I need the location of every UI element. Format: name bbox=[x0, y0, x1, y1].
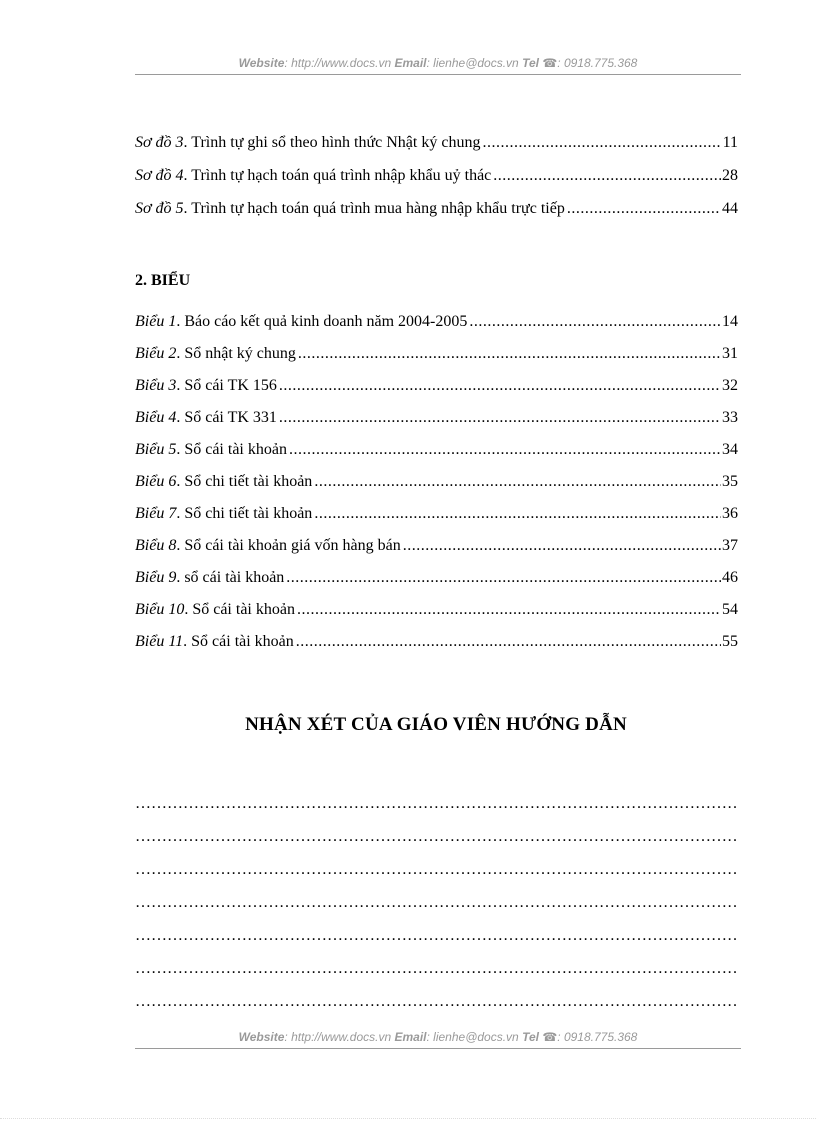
toc-page: 37 bbox=[722, 537, 738, 554]
toc-text: . Sổ chi tiết tài khoản bbox=[176, 505, 313, 522]
toc-page: 33 bbox=[722, 409, 738, 426]
website-value: : http://www.docs.vn bbox=[284, 1030, 392, 1044]
dot-leader bbox=[469, 313, 721, 331]
toc-page: 32 bbox=[722, 377, 738, 394]
email-value: : lienhe@docs.vn bbox=[426, 56, 519, 70]
toc-label: Biểu 3 bbox=[135, 377, 177, 394]
toc-page: 36 bbox=[722, 505, 738, 522]
toc-page: 35 bbox=[722, 473, 738, 490]
writing-line bbox=[135, 960, 738, 980]
toc-label: Biểu 5 bbox=[135, 441, 177, 458]
phone-icon: ☎ bbox=[542, 1030, 558, 1044]
toc-entry bbox=[135, 505, 738, 527]
toc-text: . Sổ cái tài khoản giá vốn hàng bán bbox=[176, 537, 401, 554]
toc-page: 55 bbox=[722, 633, 738, 650]
dot-leader bbox=[296, 633, 721, 651]
website-label: Website bbox=[238, 56, 285, 70]
phone-icon: ☎ bbox=[542, 56, 558, 70]
tel-value: : 0918.775.368 bbox=[557, 1030, 638, 1044]
dot-leader bbox=[298, 345, 721, 363]
toc-label: Biểu 8 bbox=[135, 537, 177, 554]
page-footer bbox=[135, 1030, 741, 1049]
tel-value: : 0918.775.368 bbox=[557, 56, 638, 70]
dot-leader bbox=[314, 505, 721, 523]
dot-leader bbox=[482, 134, 721, 152]
toc-entry bbox=[135, 313, 738, 335]
toc-entry bbox=[135, 569, 738, 591]
toc-label: Biểu 6 bbox=[135, 473, 177, 490]
website-value: : http://www.docs.vn bbox=[284, 56, 392, 70]
tel-label: Tel bbox=[522, 1030, 539, 1044]
toc-text: . Trình tự ghi sổ theo hình thức Nhật ký chung bbox=[183, 134, 481, 151]
toc-text: . Trình tự hạch toán quá trình nhập khẩu uỷ thác bbox=[183, 167, 492, 184]
toc-page: 14 bbox=[722, 313, 738, 330]
dot-leader bbox=[279, 377, 721, 395]
toc-entry bbox=[135, 601, 738, 623]
toc-label: Biểu 2 bbox=[135, 345, 177, 362]
dot-leader bbox=[289, 441, 721, 459]
toc-page: 34 bbox=[722, 441, 738, 458]
toc-page: 11 bbox=[722, 134, 738, 151]
toc-entry bbox=[135, 345, 738, 367]
tel-label: Tel bbox=[522, 56, 539, 70]
toc-entry bbox=[135, 167, 738, 189]
email-label: Email bbox=[394, 1030, 427, 1044]
toc-text: . sổ cái tài khoản bbox=[176, 569, 285, 586]
toc-text: . Sổ cái tài khoản bbox=[184, 601, 295, 618]
dot-leader bbox=[279, 409, 721, 427]
toc-text: . Sổ cái tài khoản bbox=[183, 633, 294, 650]
toc-text: . Sổ cái tài khoản bbox=[176, 441, 287, 458]
toc-entry bbox=[135, 441, 738, 463]
writing-line bbox=[135, 927, 738, 947]
email-label: Email bbox=[394, 56, 427, 70]
toc-label: Sơ đồ 5 bbox=[135, 200, 184, 217]
toc-page: 31 bbox=[722, 345, 738, 362]
toc-text: . Sổ chi tiết tài khoản bbox=[176, 473, 313, 490]
toc-text: . Trình tự hạch toán quá trình mua hàng nhập khẩu trực tiếp bbox=[183, 200, 565, 217]
toc-label: Sơ đồ 3 bbox=[135, 134, 184, 151]
toc-entry bbox=[135, 134, 738, 156]
toc-label: Biểu 7 bbox=[135, 505, 177, 522]
page-header bbox=[135, 56, 741, 75]
writing-line bbox=[135, 795, 738, 815]
toc-label: Biểu 1 bbox=[135, 313, 177, 330]
website-label: Website bbox=[238, 1030, 285, 1044]
dot-leader bbox=[314, 473, 721, 491]
toc-label: Biểu 10 bbox=[135, 601, 185, 618]
toc-entry bbox=[135, 537, 738, 559]
toc-label: Biểu 11 bbox=[135, 633, 184, 650]
toc-entry bbox=[135, 633, 738, 655]
toc-entry bbox=[135, 409, 738, 431]
dot-leader bbox=[297, 601, 721, 619]
dot-leader bbox=[403, 537, 721, 555]
toc-text: . Sổ cái TK 156 bbox=[176, 377, 277, 394]
dot-leader bbox=[567, 200, 721, 218]
dot-leader bbox=[493, 167, 721, 185]
toc-label: Biểu 9 bbox=[135, 569, 177, 586]
email-value: : lienhe@docs.vn bbox=[426, 1030, 519, 1044]
toc-page: 44 bbox=[722, 200, 738, 217]
toc-text: . Sổ nhật ký chung bbox=[176, 345, 296, 362]
page-edge-divider bbox=[0, 1118, 816, 1120]
writing-line bbox=[135, 993, 738, 1013]
section-heading: 2. BIỂU bbox=[135, 272, 191, 289]
toc-text: . Báo cáo kết quả kinh doanh năm 2004-2005 bbox=[176, 313, 468, 330]
review-title: NHẬN XÉT CỦA GIÁO VIÊN HƯỚNG DẪN bbox=[245, 714, 627, 735]
dot-leader bbox=[286, 569, 721, 587]
writing-line bbox=[135, 861, 738, 881]
toc-entry bbox=[135, 473, 738, 495]
toc-page: 46 bbox=[722, 569, 738, 586]
toc-label: Biểu 4 bbox=[135, 409, 177, 426]
toc-text: . Sổ cái TK 331 bbox=[176, 409, 277, 426]
toc-label: Sơ đồ 4 bbox=[135, 167, 184, 184]
toc-page: 54 bbox=[722, 601, 738, 618]
toc-page: 28 bbox=[722, 167, 738, 184]
toc-entry bbox=[135, 377, 738, 399]
toc-entry bbox=[135, 200, 738, 222]
writing-line bbox=[135, 828, 738, 848]
writing-line bbox=[135, 894, 738, 914]
